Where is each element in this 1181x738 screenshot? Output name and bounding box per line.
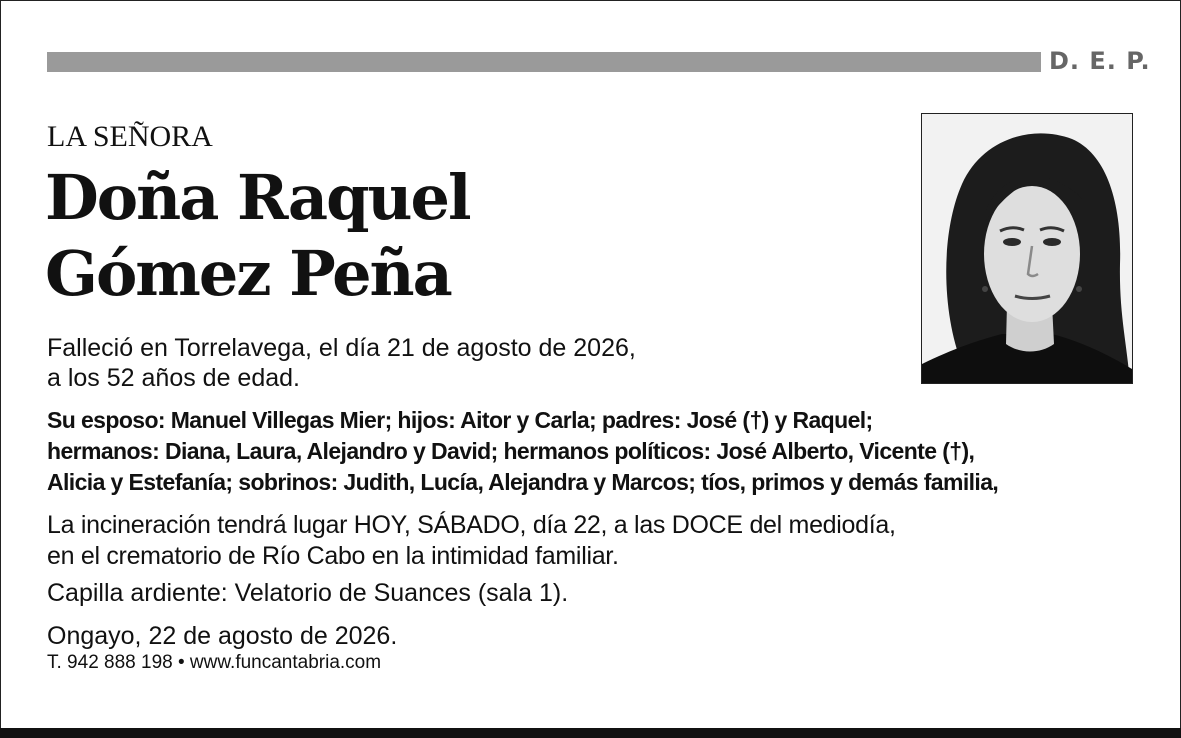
place-date: Ongayo, 22 de agosto de 2026. [47,622,398,650]
name-line-2: Gómez Peña [45,237,451,310]
honorific: LA SEÑORA [47,120,213,153]
header-bar [47,52,1041,72]
contact-info: T. 942 888 198 • www.funcantabria.com [47,652,382,673]
portrait-photo [921,113,1133,384]
deceased-name [45,160,470,312]
portrait-photo-icon [922,114,1132,383]
chapel-info: Capilla ardiente: Velatorio de Suances (sala 1). [47,579,569,607]
death-statement: Falleció en Torrelavega, el día 21 de agosto de 2026, a los 52 años de edad. [47,334,636,392]
family-list: Su esposo: Manuel Villegas Mier; hijos: Aitor y Carla; padres: José (†) y Raquel; hermanos: Diana, Laura, Alejandro y David; hermanos políticos: José Alberto, Vicente (†), Alicia y Estefanía; sobrinos: Judith, Lucía, Alejandra y Marcos; tíos, primos y demás familia, [47,407,999,495]
bottom-rule [0,728,1181,738]
dep-label: D. E. P. [1049,47,1151,75]
name-line-1: Doña Raquel [45,161,470,234]
ceremony-info: La incineración tendrá lugar HOY, SÁBADO, día 22, a las DOCE del mediodía, en el crematorio de Río Cabo en la intimidad familiar. [47,511,896,570]
